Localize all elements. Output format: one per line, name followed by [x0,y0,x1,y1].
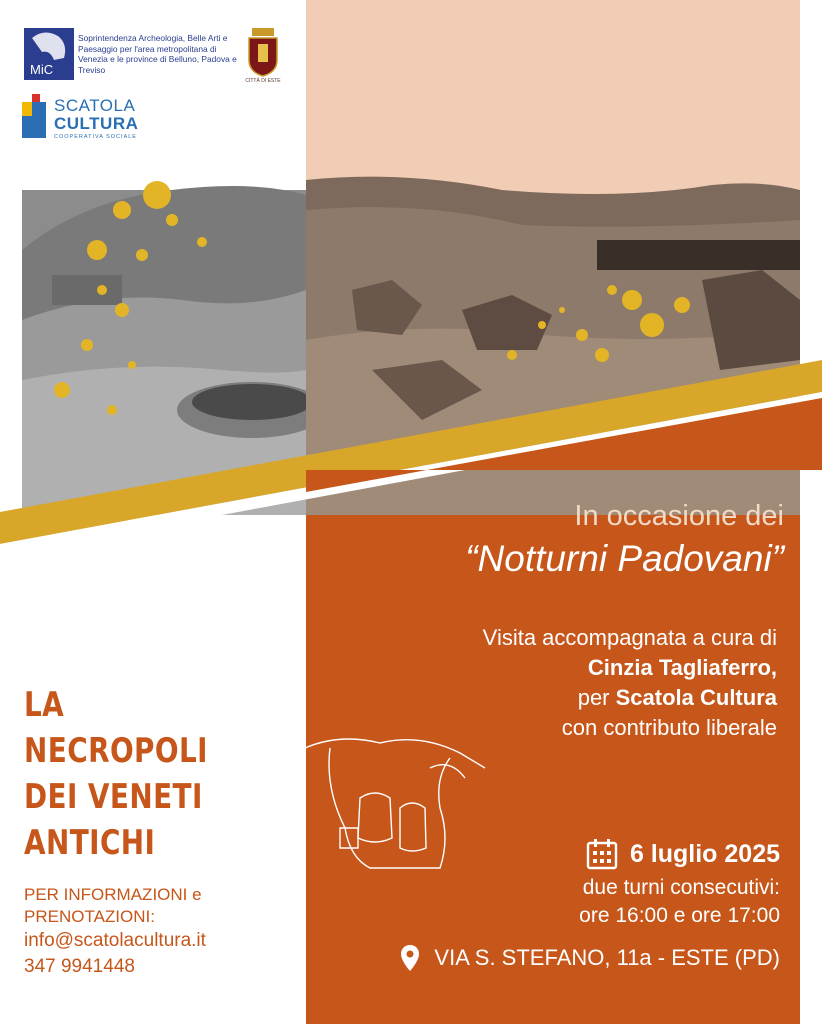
scatola-name-line2: CULTURA [54,114,139,133]
turns-line2: ore 16:00 e ore 17:00 [579,904,780,927]
mic-logo-icon [24,28,74,80]
event-date: 6 luglio 2025 [629,839,780,868]
visit-details [377,623,777,743]
calendar-icon [586,838,618,870]
location-pin-icon [400,944,420,972]
title-line2: DEI VENETI [24,777,203,817]
date-row [586,838,780,870]
event-address: VIA S. STEFANO, 11a - ESTE (PD) [434,945,780,970]
contact-email[interactable]: info@scatolacultura.it [24,930,206,951]
crest-label: CITTÀ DI ESTE [245,78,281,84]
organization-name: Scatola Cultura [615,685,777,710]
scatola-cultura-logo-icon [22,94,50,140]
main-title [24,682,254,866]
guide-name: Cinzia Tagliaferro, [587,655,777,680]
scatola-subtitle: COOPERATIVA SOCIALE [54,134,137,140]
event-intro: In occasione dei [574,500,784,532]
title-line1: LA NECROPOLI [24,685,208,771]
visit-line1: Visita accompagnata a cura di [482,625,777,650]
info-line1: PER INFORMAZIONI e [24,885,202,904]
tomb-sketch-illustration [300,728,490,878]
contact-phone[interactable]: 347 9941448 [24,956,135,977]
info-line2: PRENOTAZIONI: [24,907,155,926]
visit-line3-prefix: per [577,685,616,710]
event-name: “Notturni Padovani” [465,538,784,579]
soprintendenza-text: Soprintendenza Archeologia, Belle Arti e Paesaggio per l'area metropolitana di Venezia e le province di Belluno, Padova e Treviso [78,33,237,75]
title-line3: ANTICHI [24,823,156,863]
svg-text:MiC: MiC [30,62,54,77]
scatola-name-line1: SCATOLA [54,96,136,115]
este-city-crest-icon [246,28,280,78]
visit-line4: con contributo liberale [561,715,777,740]
turns-line1: due turni consecutivi: [582,876,780,899]
schedule-turns [579,874,780,930]
contact-info [24,884,304,980]
location-row [400,944,780,972]
